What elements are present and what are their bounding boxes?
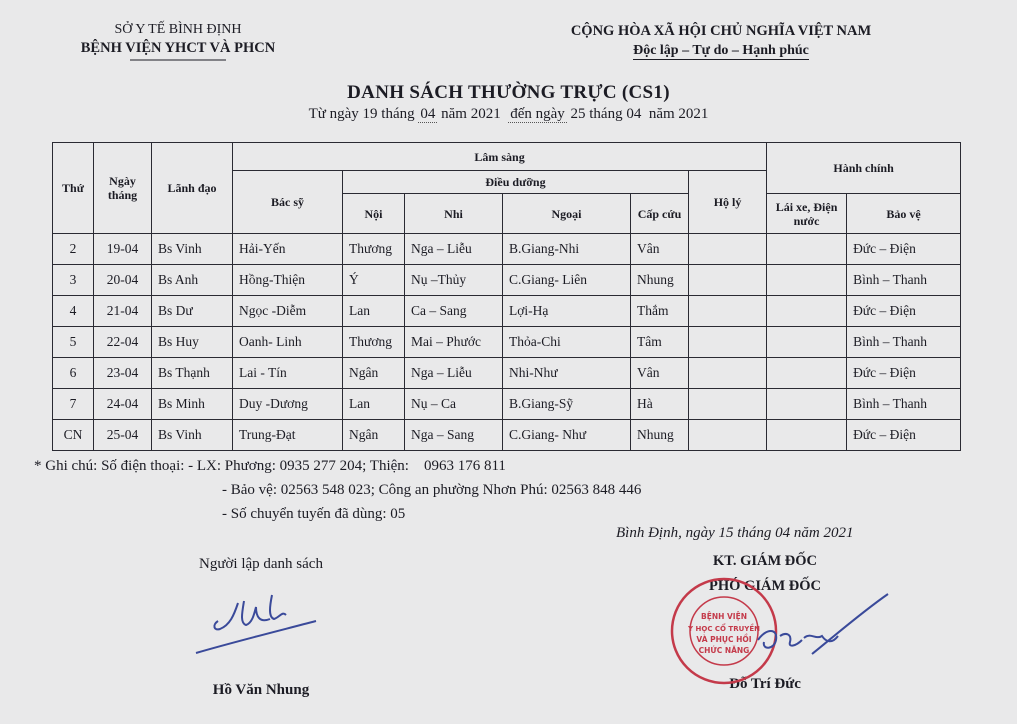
period-from-label: Từ ngày bbox=[308, 106, 359, 122]
signing-date: Bình Định, ngày 15 tháng 04 năm 2021 bbox=[616, 525, 854, 541]
cell-lanh-dao: Bs Vinh bbox=[152, 420, 233, 451]
cell-bao-ve: Đức – Điện bbox=[847, 234, 961, 265]
cell-cap-cuu: Thắm bbox=[631, 296, 689, 327]
table-row bbox=[53, 234, 961, 265]
note-line-1 bbox=[34, 454, 641, 478]
director-signature bbox=[752, 588, 892, 668]
stamp-line: BỆNH VIỆN bbox=[701, 612, 747, 621]
cell-nhi: Ca – Sang bbox=[405, 296, 503, 327]
period-to-year: 2021 bbox=[678, 106, 709, 122]
period-year-label-2: năm bbox=[648, 106, 675, 122]
cell-ngoai: B.Giang-Sỹ bbox=[503, 389, 631, 420]
preparer-signature bbox=[190, 585, 320, 660]
table-row bbox=[53, 389, 961, 420]
cell-thu: 7 bbox=[53, 389, 94, 420]
cell-ngay: 23-04 bbox=[94, 358, 152, 389]
cell-lai-xe bbox=[767, 265, 847, 296]
document-title: DANH SÁCH THƯỜNG TRỰC (CS1) bbox=[347, 82, 670, 103]
period-from-day: 19 bbox=[362, 106, 378, 122]
republic-name: CỘNG HÒA XÃ HỘI CHỦ NGHĨA VIỆT NAM bbox=[570, 23, 872, 39]
cell-thu: 6 bbox=[53, 358, 94, 389]
cell-noi: Lan bbox=[343, 389, 405, 420]
cell-bac-sy: Ngọc -Diễm bbox=[233, 296, 343, 327]
period-from-month: 04 bbox=[420, 106, 436, 122]
cell-bao-ve: Bình – Thanh bbox=[847, 327, 961, 358]
note-line-1-text: * Ghi chú: Số điện thoại: - LX: Phương: 0935 277 204; Thiện: bbox=[34, 458, 409, 474]
cell-ngay: 21-04 bbox=[94, 296, 152, 327]
table-row bbox=[53, 358, 961, 389]
cell-bac-sy: Lai - Tín bbox=[233, 358, 343, 389]
header-ngoai: Ngoại bbox=[503, 194, 631, 234]
cell-cap-cuu: Vân bbox=[631, 358, 689, 389]
cell-nhi: Nga – Liễu bbox=[405, 358, 503, 389]
cell-ho-ly bbox=[689, 420, 767, 451]
cell-thu: 3 bbox=[53, 265, 94, 296]
cell-lai-xe bbox=[767, 296, 847, 327]
cell-ngoai: B.Giang-Nhi bbox=[503, 234, 631, 265]
cell-cap-cuu: Nhung bbox=[631, 420, 689, 451]
director-title-1: KT. GIÁM ĐỐC bbox=[712, 553, 818, 569]
cell-cap-cuu: Nhung bbox=[631, 265, 689, 296]
cell-bac-sy: Trung-Đạt bbox=[233, 420, 343, 451]
director-name: Đỗ Trí Đức bbox=[729, 676, 801, 692]
cell-thu: 4 bbox=[53, 296, 94, 327]
cell-thu: CN bbox=[53, 420, 94, 451]
director-title-2: PHÓ GIÁM ĐỐC bbox=[709, 578, 821, 594]
header-noi: Nội bbox=[343, 194, 405, 234]
period-month-label-2: tháng bbox=[589, 106, 623, 122]
cell-ho-ly bbox=[689, 296, 767, 327]
header-bao-ve: Bảo vệ bbox=[847, 194, 961, 234]
header-right bbox=[535, 21, 907, 61]
cell-noi: Lan bbox=[343, 296, 405, 327]
cell-nhi: Nga – Sang bbox=[405, 420, 503, 451]
hospital-name: BỆNH VIỆN YHCT VÀ PHCN bbox=[80, 40, 276, 56]
table-row bbox=[53, 327, 961, 358]
cell-ho-ly bbox=[689, 234, 767, 265]
cell-lanh-dao: Bs Dư bbox=[152, 296, 233, 327]
table-row bbox=[53, 420, 961, 451]
header-lai-xe: Lái xe, Điện nước bbox=[767, 194, 847, 234]
cell-noi: Ngân bbox=[343, 358, 405, 389]
header-thu: Thứ bbox=[53, 143, 94, 234]
period-from-year: 2021 bbox=[470, 106, 501, 122]
cell-bac-sy: Hải-Yến bbox=[233, 234, 343, 265]
period-to-month: 04 bbox=[626, 106, 642, 122]
note-line-2: - Bảo vệ: 02563 548 023; Công an phường Nhơn Phú: 02563 848 446 bbox=[222, 482, 642, 498]
national-motto: Độc lập – Tự do – Hạnh phúc bbox=[633, 43, 809, 58]
stamp-line: CHỨC NĂNG bbox=[698, 646, 750, 655]
cell-ngay: 20-04 bbox=[94, 265, 152, 296]
cell-cap-cuu: Hà bbox=[631, 389, 689, 420]
cell-bac-sy: Duy -Dương bbox=[233, 389, 343, 420]
cell-lai-xe bbox=[767, 327, 847, 358]
header-left bbox=[48, 20, 308, 64]
cell-nhi: Nụ –Thủy bbox=[405, 265, 503, 296]
cell-lanh-dao: Bs Thạnh bbox=[152, 358, 233, 389]
period-to-label: đến ngày bbox=[510, 106, 565, 122]
cell-bao-ve: Bình – Thanh bbox=[847, 389, 961, 420]
cell-ho-ly bbox=[689, 389, 767, 420]
header-dieu-duong: Điều dưỡng bbox=[343, 171, 689, 194]
cell-noi: Ý bbox=[343, 265, 405, 296]
header-bac-sy: Bác sỹ bbox=[233, 171, 343, 234]
cell-bac-sy: Oanh- Linh bbox=[233, 327, 343, 358]
header-ho-ly: Hộ lý bbox=[689, 171, 767, 234]
header-hanh-chinh: Hành chính bbox=[767, 143, 961, 194]
preparer-name: Hồ Văn Nhung bbox=[212, 682, 310, 698]
cell-cap-cuu: Vân bbox=[631, 234, 689, 265]
cell-lai-xe bbox=[767, 358, 847, 389]
header-nhi: Nhi bbox=[405, 194, 503, 234]
period-year-label: năm bbox=[441, 106, 467, 122]
cell-nhi: Nga – Liễu bbox=[405, 234, 503, 265]
table-row bbox=[53, 265, 961, 296]
cell-thu: 2 bbox=[53, 234, 94, 265]
cell-lai-xe bbox=[767, 420, 847, 451]
preparer-label: Người lập danh sách bbox=[199, 556, 323, 572]
cell-bao-ve: Đức – Điện bbox=[847, 358, 961, 389]
notes-block bbox=[34, 454, 641, 526]
hospital-underline bbox=[48, 58, 308, 64]
cell-ngoai: C.Giang- Liên bbox=[503, 265, 631, 296]
cell-noi: Thương bbox=[343, 327, 405, 358]
header-cap-cuu: Cấp cứu bbox=[631, 194, 689, 234]
header-lam-sang: Lâm sàng bbox=[233, 143, 767, 171]
header-ngay-thang: Ngày tháng bbox=[94, 143, 152, 234]
cell-lanh-dao: Bs Vinh bbox=[152, 234, 233, 265]
table-row bbox=[53, 296, 961, 327]
cell-thu: 5 bbox=[53, 327, 94, 358]
period-to-day: 25 bbox=[570, 106, 586, 122]
cell-lanh-dao: Bs Anh bbox=[152, 265, 233, 296]
note-line-3: - Số chuyển tuyến đã dùng: 05 bbox=[222, 506, 406, 522]
cell-lanh-dao: Bs Minh bbox=[152, 389, 233, 420]
cell-ngay: 24-04 bbox=[94, 389, 152, 420]
cell-ho-ly bbox=[689, 265, 767, 296]
cell-ho-ly bbox=[689, 327, 767, 358]
cell-bao-ve: Đức – Điện bbox=[847, 296, 961, 327]
cell-ngoai: Nhi-Như bbox=[503, 358, 631, 389]
period-month-label: tháng bbox=[381, 106, 415, 122]
cell-cap-cuu: Tâm bbox=[631, 327, 689, 358]
cell-noi: Ngân bbox=[343, 420, 405, 451]
cell-ho-ly bbox=[689, 358, 767, 389]
cell-lai-xe bbox=[767, 234, 847, 265]
cell-lanh-dao: Bs Huy bbox=[152, 327, 233, 358]
period-line bbox=[0, 106, 1017, 123]
header-lanh-dao: Lãnh đạo bbox=[152, 143, 233, 234]
cell-bao-ve: Bình – Thanh bbox=[847, 265, 961, 296]
cell-bao-ve: Đức – Điện bbox=[847, 420, 961, 451]
cell-ngoai: C.Giang- Như bbox=[503, 420, 631, 451]
stamp-line: Y HỌC CỔ TRUYỀN bbox=[688, 625, 760, 633]
cell-ngoai: Lợi-Hạ bbox=[503, 296, 631, 327]
cell-ngay: 25-04 bbox=[94, 420, 152, 451]
duty-roster-table bbox=[52, 142, 961, 451]
cell-nhi: Mai – Phước bbox=[405, 327, 503, 358]
cell-ngay: 22-04 bbox=[94, 327, 152, 358]
cell-noi: Thương bbox=[343, 234, 405, 265]
cell-ngay: 19-04 bbox=[94, 234, 152, 265]
cell-ngoai: Thỏa-Chi bbox=[503, 327, 631, 358]
cell-lai-xe bbox=[767, 389, 847, 420]
cell-bac-sy: Hồng-Thiện bbox=[233, 265, 343, 296]
cell-nhi: Nụ – Ca bbox=[405, 389, 503, 420]
note-line-1-phone: 0963 176 811 bbox=[423, 458, 506, 474]
stamp-line: VÀ PHỤC HỒI bbox=[696, 635, 752, 644]
department-name: SỞ Y TẾ BÌNH ĐỊNH bbox=[114, 22, 242, 37]
